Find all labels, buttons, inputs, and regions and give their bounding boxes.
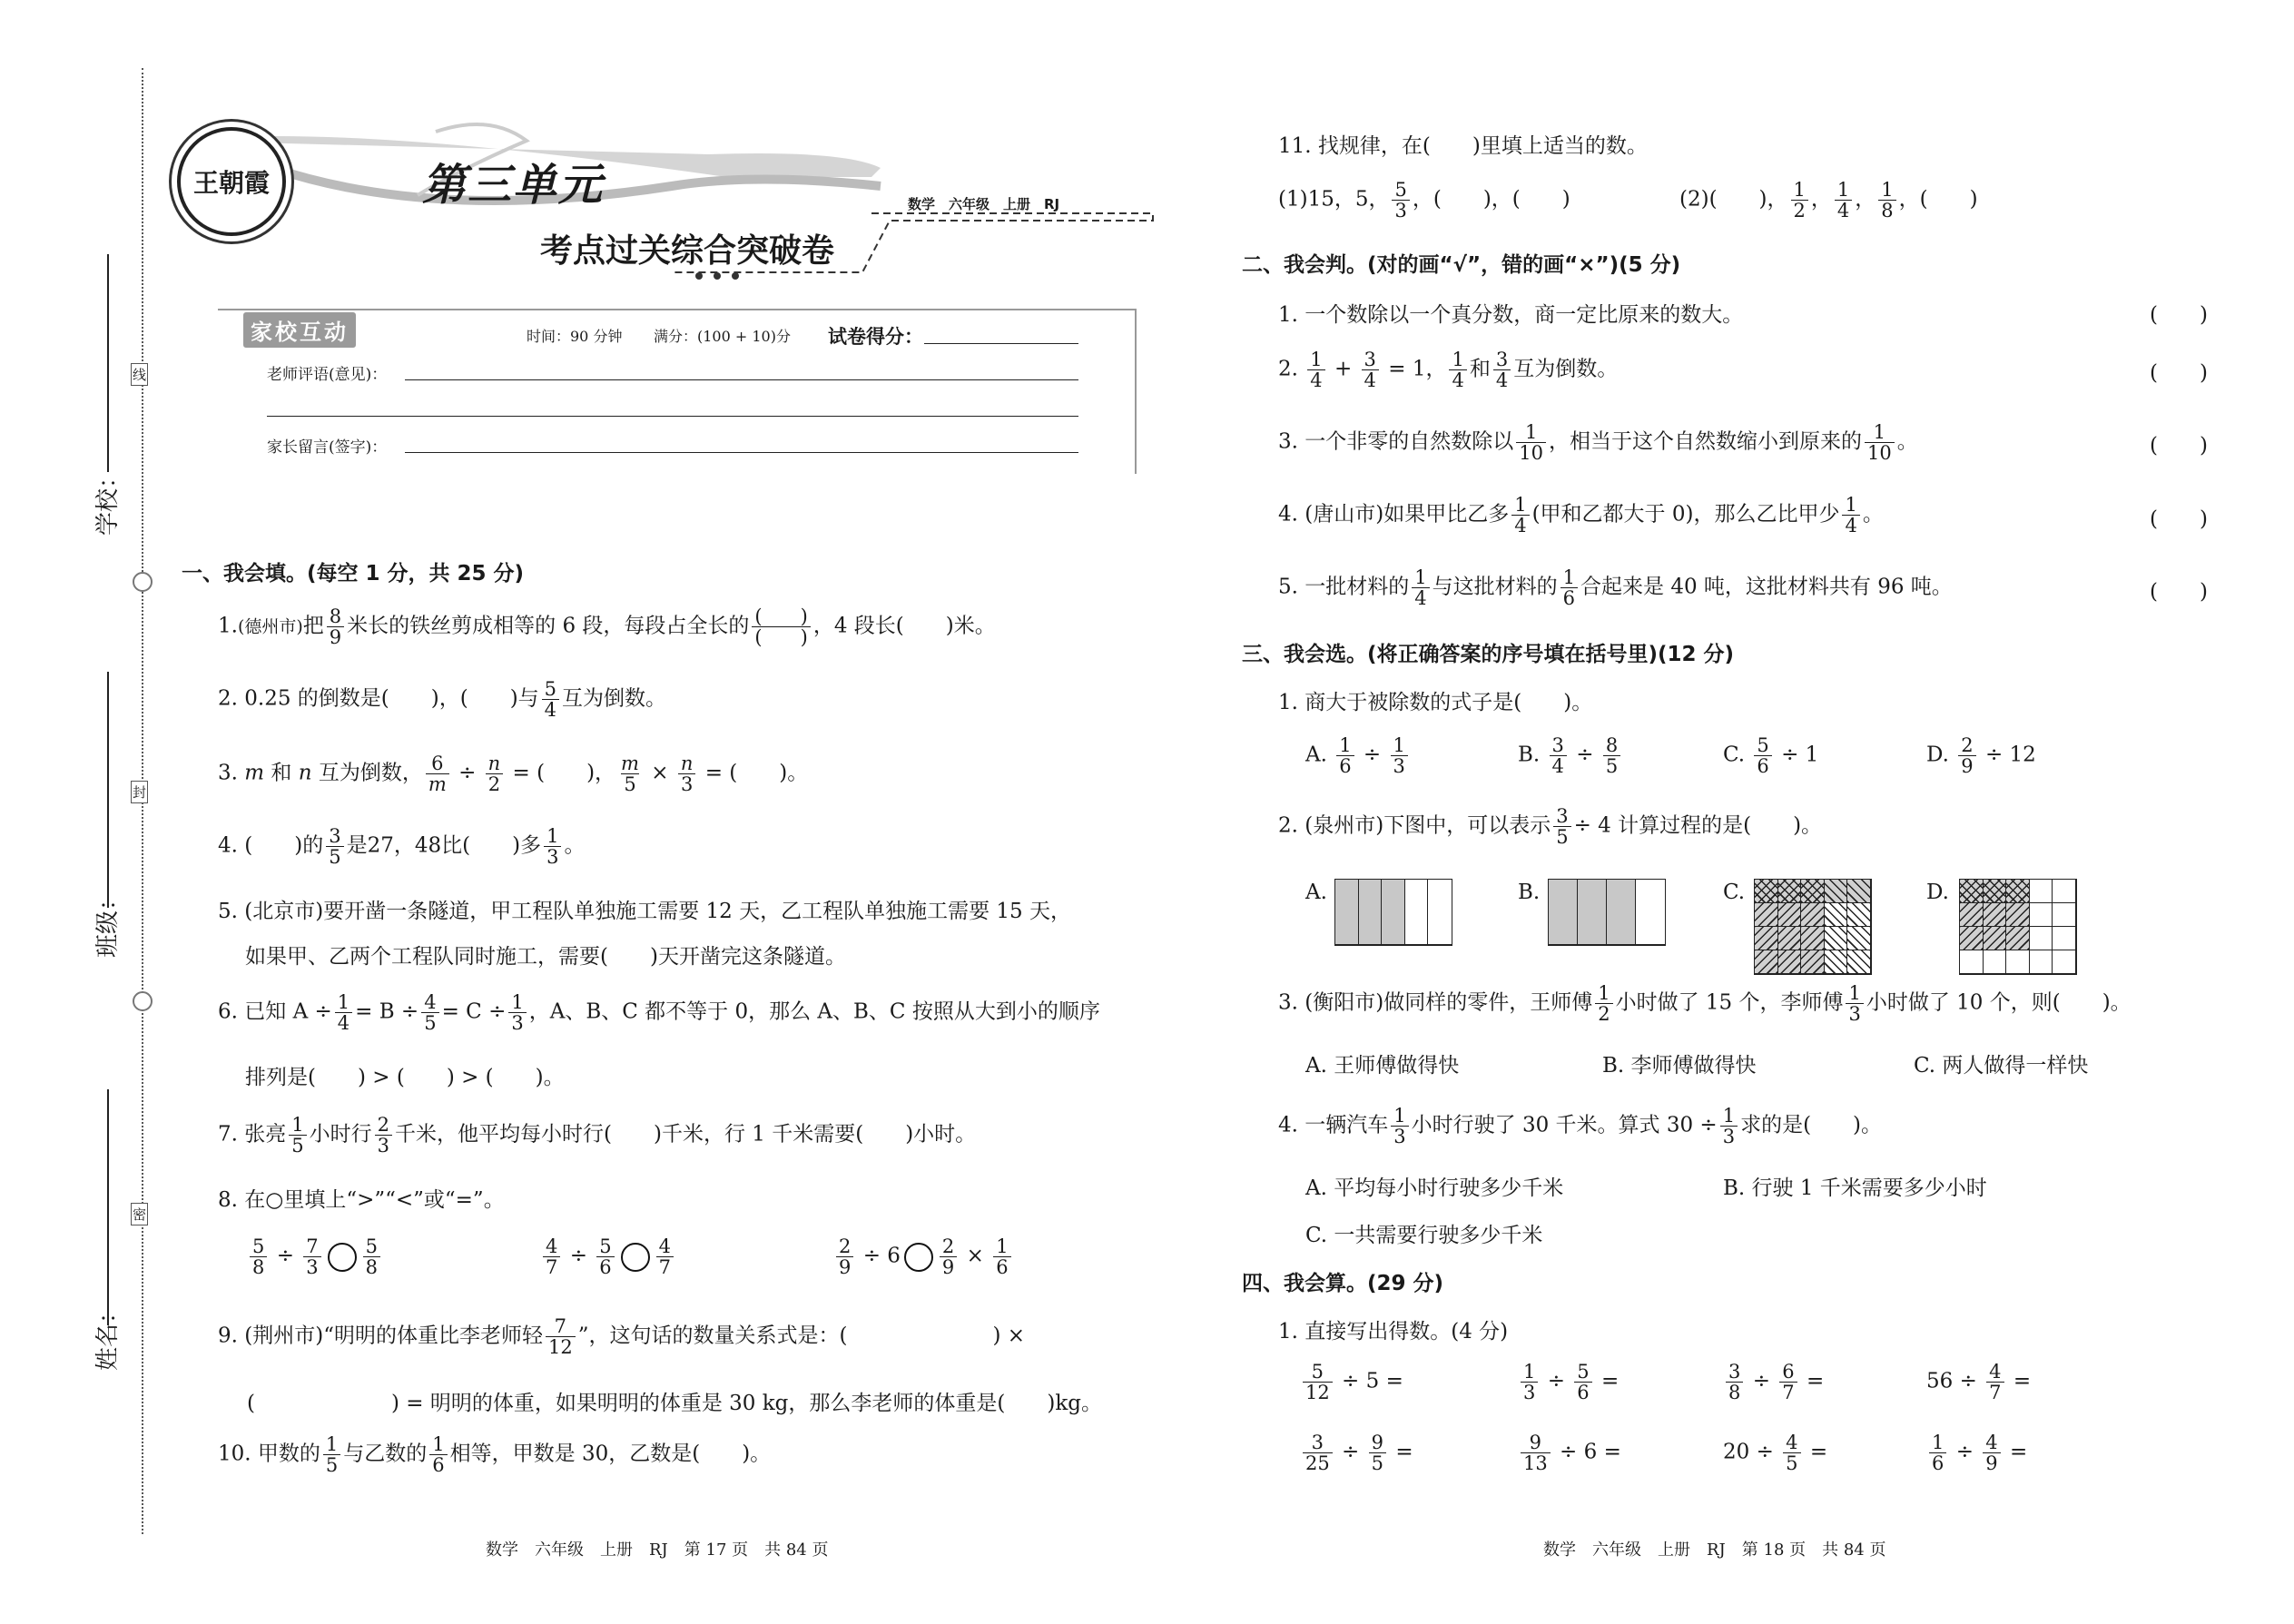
section-4-heading: 四、我会算。(29 分)	[1242, 1272, 1444, 1295]
choice-4-option-b[interactable]: B. 行驶 1 千米需要多少小时	[1723, 1176, 1987, 1200]
judge-answer-2[interactable]: ( )	[2150, 361, 2208, 385]
q8-expression-2: $\frac{4}{7}$ ÷ $\frac{5}{6}$ $\frac{4}{7}$	[540, 1236, 676, 1277]
unit-title: 第三单元	[422, 160, 605, 211]
name-label: 姓名：	[94, 1299, 122, 1371]
question-3: 3. m 和 n 互为倒数， $\frac{6}{m}$ ÷ $\frac{n}{2}$ = ( )， $\frac{m}{5}$ × $\frac{n}{3}$ = ( )。	[218, 753, 809, 796]
logo-text: 王朝霞	[192, 168, 270, 198]
class-line[interactable]	[107, 672, 109, 908]
logo	[177, 127, 286, 236]
judge-1: 1. 一个数除以一个真分数，商一定比原来的数大。	[1278, 303, 1744, 327]
question-6-line-2: 排列是( ) > ( ) > ( )。	[245, 1066, 565, 1089]
calc-item[interactable]: $\frac{3}{25}$ ÷ $\frac{9}{5}$ =	[1300, 1432, 1413, 1473]
calc-item[interactable]: $\frac{1}{3}$ ÷ $\frac{5}{6}$ =	[1518, 1362, 1619, 1403]
question-7: 7. 张亮 $\frac{1}{5}$ 小时行 $\frac{2}{3}$ 千米，他平均每小时行( )千米，行 1 千米需要( )小时。	[218, 1114, 977, 1157]
choice-3-option-c[interactable]: C. 两人做得一样快	[1914, 1054, 2089, 1078]
judge-5: 5. 一批材料的 $\frac{1}{4}$ 与这批材料的 $\frac{1}{6}$ 合起来是 40 吨，这批材料共有 96 吨。	[1278, 566, 1953, 610]
q1-text-a: 把	[302, 614, 324, 638]
choice-3-option-a[interactable]: A. 王师傅做得快	[1305, 1054, 1460, 1078]
choice-4-option-a[interactable]: A. 平均每小时行驶多少千米	[1305, 1176, 1564, 1200]
choice-2-label-a[interactable]: A.	[1305, 881, 1327, 904]
calc-item[interactable]: $\frac{3}{8}$ ÷ $\frac{6}{7}$ =	[1723, 1362, 1824, 1403]
question-9: 9. (荆州市)“明明的体重比李老师轻 $\frac{7}{12}$ ”，这句话的数量关系式是：( ) ×	[218, 1315, 1025, 1359]
q10-fraction-1: $\frac{1}{5}$	[323, 1434, 340, 1475]
calc-item[interactable]: $\frac{5}{12}$ ÷ 5 =	[1300, 1362, 1403, 1403]
left-page-footer: 数学 六年级 上册 RJ 第 17 页 共 84 页	[486, 1540, 829, 1560]
q8-compare-circle-1[interactable]	[328, 1243, 357, 1272]
paper-subtitle: 考点过关综合突破卷	[540, 231, 835, 270]
choice-2-figure-d[interactable]	[1959, 879, 2077, 975]
choice-1-title: 1. 商大于被除数的式子是( )。	[1278, 691, 1593, 714]
seal-mark-3: 密	[131, 1203, 148, 1225]
section-3-heading: 三、我会选。(将正确答案的序号填在括号里)(12 分)	[1242, 643, 1735, 666]
q8-compare-circle-3[interactable]	[904, 1243, 933, 1272]
question-9-line-2: ( ) = 明明的体重，如果明明的体重是 30 kg，那么李老师的体重是( )kg。	[247, 1392, 1103, 1415]
q8-expression-3: $\frac{2}{9}$ ÷ 6 $\frac{2}{9}$ × $\frac{1}{6}$	[833, 1236, 1014, 1277]
q3-fraction-2: $\frac{n}{2}$	[486, 753, 504, 794]
q1-number: 1.	[218, 614, 238, 638]
q6-fraction-1: $\frac{1}{4}$	[335, 992, 352, 1033]
choice-1-option-b[interactable]: B. $\frac{3}{4}$ ÷ $\frac{8}{5}$	[1518, 735, 1623, 776]
q8-compare-circle-2[interactable]	[621, 1243, 650, 1272]
q11-part-2: (2)( )， $\frac{1}{2}$ ， $\frac{1}{4}$ ， $\frac{1}{8}$ ，( )	[1679, 179, 1978, 222]
q1-city: (德州市)	[237, 616, 303, 637]
section-2-heading: 二、我会判。(对的画“√”，错的画“×”)(5 分)	[1242, 253, 1681, 277]
class-label: 班级：	[94, 886, 122, 958]
choice-1-option-d[interactable]: D. $\frac{2}{9}$ ÷ 12	[1926, 734, 2036, 778]
school-line[interactable]	[107, 254, 109, 472]
judge-answer-1[interactable]: ( )	[2150, 303, 2208, 327]
seal-mark-2: 封	[131, 781, 148, 803]
exam-time: 时间：90 分钟	[527, 328, 623, 345]
q1-fraction: $\frac{8}{9}$	[327, 606, 344, 647]
choice-2-figure-c[interactable]	[1754, 879, 1872, 975]
choice-1-option-c[interactable]: C. $\frac{5}{6}$ ÷ 1	[1723, 734, 1819, 778]
question-2	[218, 679, 666, 720]
judge-answer-5[interactable]: ( )	[2150, 580, 2208, 604]
teacher-comment-line-2[interactable]	[267, 416, 1078, 417]
parent-note-label: 家长留言(签字)：	[267, 438, 388, 457]
q7-fraction-1: $\frac{1}{5}$	[289, 1115, 306, 1156]
judge-answer-4[interactable]: ( )	[2150, 507, 2208, 531]
q3-fraction-4: $\frac{n}{3}$	[678, 753, 696, 794]
question-8-title: 8. 在○里填上“>”“<”或“=”。	[218, 1188, 505, 1212]
calc-item[interactable]: $\frac{1}{6}$ ÷ $\frac{4}{9}$ =	[1926, 1432, 2027, 1473]
q1-text-b: 米长的铁丝剪成相等的 6 段，每段占全长的	[347, 614, 750, 638]
teacher-comment-line-1[interactable]	[405, 379, 1078, 380]
question-6: 6. 已知 A ÷ $\frac{1}{4}$ = B ÷ $\frac{4}{5}$ = C ÷ $\frac{1}{3}$ ，A、B、C 都不等于 0，那么 A、B、C 按照从大到小的顺序	[218, 991, 1100, 1035]
q1-answer-fraction[interactable]: ( ) ( )	[752, 606, 810, 647]
full-score: 满分：(100 + 10)分	[654, 328, 791, 345]
name-line[interactable]	[107, 1089, 109, 1325]
parent-note-line[interactable]	[405, 452, 1078, 453]
choice-4-option-c[interactable]: C. 一共需要行驶多少千米	[1305, 1224, 1543, 1247]
choice-4-title: 4. 一辆汽车 $\frac{1}{3}$ 小时行驶了 30 千米。算式 30 ÷ $\frac{1}{3}$ 求的是( )。	[1278, 1105, 1883, 1148]
judge-4: 4. (唐山市)如果甲比乙多 $\frac{1}{4}$ (甲和乙都大于 0)，那么乙比甲少 $\frac{1}{4}$ 。	[1278, 494, 1884, 537]
q2-fraction: $\frac{5}{4}$	[542, 679, 559, 720]
choice-2-label-c[interactable]: C.	[1723, 881, 1746, 904]
q2-text-b: 互为倒数。	[562, 686, 667, 711]
q3-fraction-1: $\frac{6}{m}$	[426, 753, 449, 794]
calc-item[interactable]: 56 ÷ $\frac{4}{7}$ =	[1926, 1361, 2032, 1404]
calc-1-title: 1. 直接写出得数。(4 分)	[1278, 1320, 1509, 1343]
judge-3: 3. 一个非零的自然数除以 $\frac{1}{10}$ ，相当于这个自然数缩小到原来的 $\frac{1}{10}$ 。	[1278, 421, 1918, 465]
choice-3-option-b[interactable]: B. 李师傅做得快	[1602, 1054, 1757, 1078]
calc-item[interactable]: 20 ÷ $\frac{4}{5}$ =	[1723, 1432, 1828, 1475]
q2-text-a: 2. 0.25 的倒数是( )，( )与	[218, 686, 539, 711]
section-1-heading: 一、我会填。(每空 1 分，共 25 分)	[182, 562, 525, 586]
q4-fraction-2: $\frac{1}{3}$	[544, 826, 561, 867]
right-page-footer: 数学 六年级 上册 RJ 第 18 页 共 84 页	[1543, 1540, 1886, 1560]
judge-2: 2. $\frac{1}{4}$ + $\frac{3}{4}$ = 1， $\frac{1}{4}$ 和 $\frac{3}{4}$ 互为倒数。	[1278, 349, 1619, 392]
judge-answer-3[interactable]: ( )	[2150, 434, 2208, 458]
score-field[interactable]	[924, 343, 1078, 344]
teacher-comment-label: 老师评语(意见)：	[267, 366, 388, 384]
question-10: 10. 甲数的 $\frac{1}{5}$ 与乙数的 $\frac{1}{6}$ 相等，甲数是 30，乙数是( )。	[218, 1433, 772, 1477]
choice-2-figure-b[interactable]	[1548, 879, 1666, 946]
question-4: 4. ( )的 $\frac{3}{5}$ 是27，48比( )多 $\frac{1}{3}$ 。	[218, 825, 586, 869]
choice-3-title: 3. (衡阳市)做同样的零件，王师傅 $\frac{1}{2}$ 小时做了 15 个，李师傅 $\frac{1}{3}$ 小时做了 10 个，则( )。	[1278, 982, 2132, 1026]
question-5-line-1: 5. (北京市)要开凿一条隧道，甲工程队单独施工需要 12 天，乙工程队单独施工需要 15 天，	[218, 900, 1071, 923]
choice-1-option-a[interactable]: A. $\frac{1}{6}$ ÷ $\frac{1}{3}$	[1305, 735, 1411, 776]
q4-fraction-1: $\frac{3}{5}$	[326, 826, 343, 867]
choice-2-label-d[interactable]: D.	[1926, 881, 1949, 904]
q7-fraction-2: $\frac{2}{3}$	[375, 1115, 392, 1156]
calc-item[interactable]: $\frac{9}{13}$ ÷ 6 =	[1518, 1432, 1621, 1473]
q10-fraction-2: $\frac{1}{6}$	[429, 1434, 447, 1475]
q1-text-c: ，4 段长( )米。	[812, 614, 996, 638]
seal-mark-1: 线	[131, 363, 148, 386]
q8-expression-1: $\frac{5}{8}$ ÷ $\frac{7}{3}$ $\frac{5}{8}$	[247, 1236, 383, 1277]
q11-part-1: (1)15，5， $\frac{5}{3}$ ，( )，( )	[1278, 179, 1570, 222]
punch-hole-2	[133, 991, 153, 1011]
q6-fraction-2: $\frac{4}{5}$	[421, 992, 438, 1033]
jiaxiao-badge: 家校互动	[243, 312, 356, 348]
school-label: 学校：	[94, 464, 122, 536]
choice-2-label-b[interactable]: B.	[1518, 881, 1541, 904]
subject-tags: 数学 六年级 上册 RJ	[908, 196, 1060, 212]
punch-hole-1	[133, 572, 153, 592]
question-1	[218, 606, 996, 647]
choice-2-title: 2. (泉州市)下图中，可以表示 $\frac{3}{5}$ ÷ 4 计算过程的是( )。	[1278, 805, 1823, 849]
q3-fraction-3: $\frac{m}{5}$	[621, 753, 639, 796]
choice-2-figure-a[interactable]	[1334, 879, 1452, 946]
score-label: 试卷得分：	[828, 326, 923, 348]
q6-fraction-3: $\frac{1}{3}$	[508, 992, 526, 1033]
question-5-line-2: 如果甲、乙两个工程队同时施工，需要( )天开凿完这条隧道。	[245, 945, 846, 969]
question-11-title: 11. 找规律，在( )里填上适当的数。	[1278, 134, 1648, 158]
q9-fraction: $\frac{7}{12}$	[546, 1316, 576, 1357]
